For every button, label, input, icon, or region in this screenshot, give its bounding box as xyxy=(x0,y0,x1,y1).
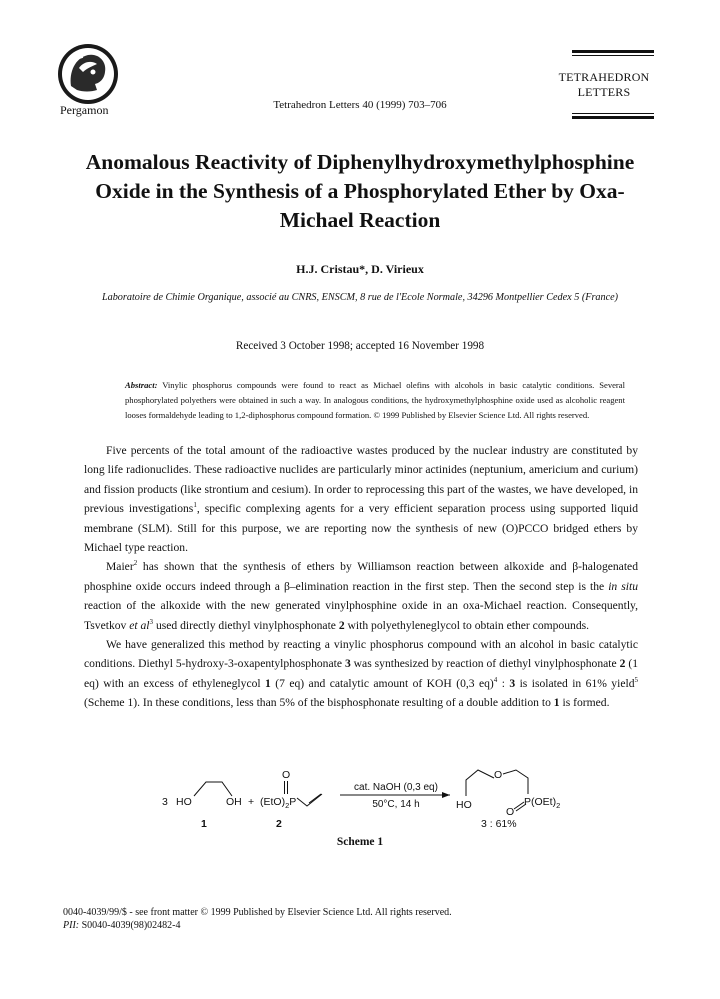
text-run: was synthesized by reaction of diethyl vinylphosphonate xyxy=(350,657,620,671)
text-run: has shown that the synthesis of ethers by Williamson reaction between alkoxide and β-halogenated phosphine oxide occurs indeed through a β–elimination reaction in the first step. Then the second step is the xyxy=(84,560,638,593)
article-title: Anomalous Reactivity of Diphenylhydroxymethylphosphine Oxide in the Synthesis of a Phosphorylated Ether by Oxa-Michael Reaction xyxy=(85,150,635,232)
hydroxyl-label: HO xyxy=(176,796,192,808)
text-run: Maier xyxy=(106,560,134,574)
text-run: (7 eq) and catalytic amount of KOH (0,3 eq) xyxy=(270,676,494,690)
divider xyxy=(572,50,654,53)
compound-number: 3 xyxy=(509,676,516,690)
ester-group: $(EtO)_2P$ xyxy=(260,796,297,810)
paragraph xyxy=(84,557,638,635)
publisher-logo xyxy=(55,42,121,106)
compound-label: 2 xyxy=(276,818,282,830)
pii-line xyxy=(63,919,452,932)
reaction-scheme xyxy=(0,760,720,870)
phosphonate-group: $P(OEt)_2$ xyxy=(524,796,561,810)
compound-label: 1 xyxy=(201,818,207,830)
affiliation: Laboratoire de Chimie Organique, associé au CNRS, ENSCM, 8 rue de l'Ecole Normale, 34296 Montpellier Cedex 5 (France) xyxy=(101,292,619,303)
italic-run: in situ xyxy=(608,579,638,593)
reference-mark: 5 xyxy=(634,676,638,685)
reaction-condition: 50°C, 14 h xyxy=(372,799,420,810)
text-run: Five percents of the total amount of the radioactive wastes produced by the nuclear industry are constituted by long life radionuclides. These radioactive nuclides are particularly minor actinides (neptunium, americium and curium) and fission products (like strontium and cesium). In order to reprocessing this part of the wastes, we have developed, in previous investigations xyxy=(84,444,638,516)
pii-value: S0040-4039(98)02482-4 xyxy=(79,920,181,931)
text-run: reaction of the alkoxide with the new generated vinylphosphine oxide in an oxa-Michael reaction. Consequently, Tsvetkov xyxy=(84,599,638,632)
hydroxyl-label: HO xyxy=(456,799,472,811)
reference-mark: 3 xyxy=(149,617,154,626)
stoich-coefficient: 3 xyxy=(162,796,168,808)
oxygen-label: O xyxy=(282,769,291,781)
abstract-text: Vinylic phosphorus compounds were found to react as Michael olefins with alcohols in basic catalytic conditions. Several phosphorylated polyethers were obtained in such a way. In analogous conditions, the hydroxymethylphosphine oxide used as alcoholic reagent looses formaldehyde leading to 1,2-diphosphorus compound formation. © 1999 Published by Elsevier Science Ltd. All rights reserved. xyxy=(125,380,625,421)
paragraph xyxy=(84,635,638,713)
journal-name xyxy=(550,70,658,100)
text-run: (Scheme 1). In these conditions, less than 5% of the bisphosphonate resulting of a double addition to xyxy=(84,696,554,710)
divider xyxy=(572,113,654,114)
divider xyxy=(572,116,654,119)
compound-number: 2 xyxy=(619,657,626,671)
reaction-condition: cat. NaOH (0,3 eq) xyxy=(354,782,438,793)
publisher-name: Pergamon xyxy=(60,103,109,117)
received-dates: Received 3 October 1998; accepted 16 November 1998 xyxy=(235,340,485,352)
bond-line xyxy=(503,770,528,794)
oxygen-label: O xyxy=(506,806,515,818)
text-run: used directly diethyl vinylphosphonate xyxy=(153,618,339,632)
pii-label: PII: xyxy=(63,920,80,931)
bond-line xyxy=(466,770,494,796)
compound-number: 1 xyxy=(265,676,271,690)
footer xyxy=(63,906,452,932)
italic-run: et al xyxy=(129,618,150,632)
body-text xyxy=(84,441,638,713)
reference-mark: 2 xyxy=(133,559,138,568)
abstract xyxy=(125,378,625,424)
authors: H.J. Cristau*, D. Virieux xyxy=(296,262,424,276)
text-run: , specific complexing agents for a very efficient separation process using supported liquid membrane (SLM). Still for this purpose, we are reporting now the synthesis of new (O)PCCO bridged ethers by Michael type reaction. xyxy=(84,502,638,555)
arrow-head-icon xyxy=(442,792,450,798)
compound-number: 2 xyxy=(338,618,345,632)
abstract-label: Abstract: xyxy=(125,380,158,390)
journal-name-line1: TETRAHEDRON xyxy=(558,70,650,84)
plus-sign: + xyxy=(248,796,255,808)
text-run: : xyxy=(497,676,510,690)
compound-number: 1 xyxy=(553,696,560,710)
compound-number: 3 xyxy=(344,657,351,671)
double-bond xyxy=(514,802,524,809)
text-run: is formed. xyxy=(559,696,610,710)
text-run: is isolated in 61% yield xyxy=(515,676,635,690)
compound-label: 3 : 61% xyxy=(481,818,517,830)
text-run: with polyethyleneglycol to obtain ether compounds. xyxy=(344,618,590,632)
reference-mark: 4 xyxy=(493,676,498,685)
paragraph xyxy=(84,441,638,557)
vinyl-double-bond xyxy=(309,794,321,803)
copyright-line: 0040-4039/99/$ - see front matter © 1999 Published by Elsevier Science Ltd. All rights reserved. xyxy=(63,907,452,918)
scheme-caption: Scheme 1 xyxy=(336,836,384,848)
hydroxyl-label: OH xyxy=(226,796,242,808)
text-run: (1 eq) with an excess of ethyleneglycol xyxy=(84,657,638,690)
text-run: We have generalized this method by reacting a vinylic phosphorus compound with an alcohol in basic catalytic conditions. Diethyl 5-hydroxy-3-oxapentylphosphonate xyxy=(84,638,638,671)
journal-name-line2: LETTERS xyxy=(577,85,631,99)
ether-oxygen-label: O xyxy=(494,769,503,781)
bond-line xyxy=(194,782,232,796)
journal-citation: Tetrahedron Letters 40 (1999) 703–706 xyxy=(273,99,447,111)
divider xyxy=(572,55,654,56)
reference-mark: 1 xyxy=(193,501,197,510)
